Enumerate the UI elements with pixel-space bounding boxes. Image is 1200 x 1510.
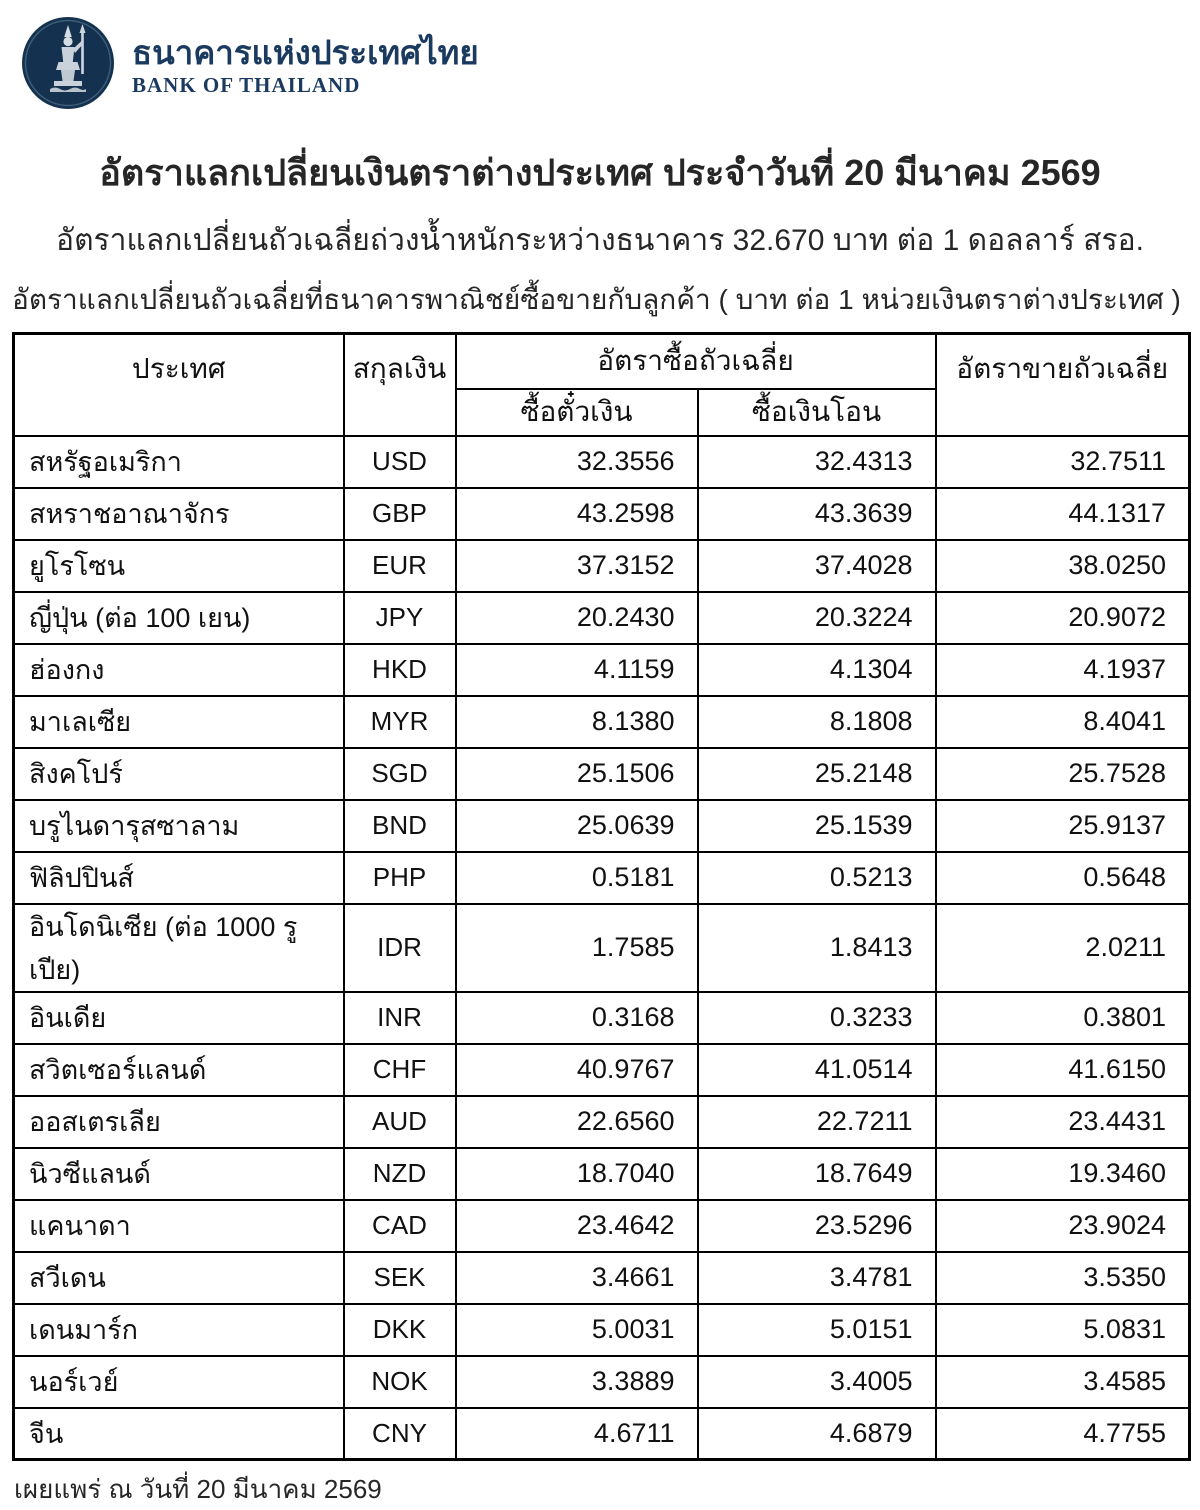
- buying-sight-cell: 32.3556: [456, 436, 698, 488]
- header-buying-transfer: ซื้อเงินโอน: [698, 389, 936, 436]
- buying-transfer-cell: 5.0151: [698, 1304, 936, 1356]
- buying-sight-cell: 8.1380: [456, 696, 698, 748]
- table-row-jpy: [14, 592, 1190, 644]
- buying-transfer-cell: 0.3233: [698, 992, 936, 1044]
- table-caption: อัตราแลกเปลี่ยนถัวเฉลี่ยที่ธนาคารพาณิชย์ซื้อขายกับลูกค้า ( บาท ต่อ 1 หน่วยเงินตราต่างประเทศ ): [12, 284, 1181, 315]
- country-cell: นอร์เวย์: [14, 1356, 344, 1408]
- interbank-rate-subtitle: อัตราแลกเปลี่ยนถัวเฉลี่ยถ่วงน้ำหนักระหว่างธนาคาร 32.670 บาท ต่อ 1 ดอลลาร์ สรอ.: [56, 224, 1144, 257]
- buying-sight-cell: 0.5181: [456, 852, 698, 904]
- currency-code-cell: DKK: [344, 1304, 456, 1356]
- buying-sight-cell: 4.6711: [456, 1408, 698, 1460]
- header-buying-average: อัตราซื้อถัวเฉลี่ย: [456, 334, 936, 389]
- country-cell: สหราชอาณาจักร: [14, 488, 344, 540]
- buying-transfer-cell: 0.5213: [698, 852, 936, 904]
- buying-sight-cell: 4.1159: [456, 644, 698, 696]
- buying-sight-cell: 3.4661: [456, 1252, 698, 1304]
- selling-cell: 3.5350: [936, 1252, 1190, 1304]
- selling-cell: 23.4431: [936, 1096, 1190, 1148]
- country-cell: สวิตเซอร์แลนด์: [14, 1044, 344, 1096]
- currency-code-cell: NZD: [344, 1148, 456, 1200]
- buying-sight-cell: 23.4642: [456, 1200, 698, 1252]
- selling-cell: 32.7511: [936, 436, 1190, 488]
- country-cell: เดนมาร์ก: [14, 1304, 344, 1356]
- country-cell: มาเลเซีย: [14, 696, 344, 748]
- table-row-php: [14, 852, 1190, 904]
- buying-transfer-cell: 23.5296: [698, 1200, 936, 1252]
- country-cell: ฟิลิปปินส์: [14, 852, 344, 904]
- currency-code-cell: IDR: [344, 904, 456, 992]
- table-row-nok: [14, 1356, 1190, 1408]
- table-row-eur: [14, 540, 1190, 592]
- buying-transfer-cell: 20.3224: [698, 592, 936, 644]
- header-currency: สกุลเงิน: [344, 334, 456, 436]
- bank-name-thai: ธนาคารแห่งประเทศไทย: [132, 33, 479, 71]
- table-row-myr: [14, 696, 1190, 748]
- currency-code-cell: NOK: [344, 1356, 456, 1408]
- buying-transfer-cell: 32.4313: [698, 436, 936, 488]
- table-row-cny: [14, 1408, 1190, 1460]
- table-row-usd: [14, 436, 1190, 488]
- table-row-sek: [14, 1252, 1190, 1304]
- currency-code-cell: JPY: [344, 592, 456, 644]
- table-row-aud: [14, 1096, 1190, 1148]
- buying-sight-cell: 3.3889: [456, 1356, 698, 1408]
- currency-code-cell: PHP: [344, 852, 456, 904]
- country-cell: สหรัฐอเมริกา: [14, 436, 344, 488]
- country-cell: อินโดนิเซีย (ต่อ 1000 รูเปีย): [14, 904, 344, 992]
- published-date-note: เผยแพร่ ณ วันที่ 20 มีนาคม 2569: [14, 1474, 382, 1504]
- currency-code-cell: SGD: [344, 748, 456, 800]
- buying-transfer-cell: 43.3639: [698, 488, 936, 540]
- country-cell: ยูโรโซน: [14, 540, 344, 592]
- table-row-dkk: [14, 1304, 1190, 1356]
- buying-transfer-cell: 4.6879: [698, 1408, 936, 1460]
- country-cell: บรูไนดารุสซาลาม: [14, 800, 344, 852]
- bank-name-block: [132, 28, 479, 99]
- currency-code-cell: INR: [344, 992, 456, 1044]
- selling-cell: 4.1937: [936, 644, 1190, 696]
- selling-cell: 38.0250: [936, 540, 1190, 592]
- currency-code-cell: SEK: [344, 1252, 456, 1304]
- table-row-chf: [14, 1044, 1190, 1096]
- country-cell: แคนาดา: [14, 1200, 344, 1252]
- currency-code-cell: CNY: [344, 1408, 456, 1460]
- country-cell: จีน: [14, 1408, 344, 1460]
- page-title: อัตราแลกเปลี่ยนเงินตราต่างประเทศ ประจำวันที่ 20 มีนาคม 2569: [99, 152, 1101, 193]
- header-selling-average: อัตราขายถัวเฉลี่ย: [936, 334, 1190, 436]
- header-buying-sight-bill: ซื้อตั๋วเงิน: [456, 389, 698, 436]
- currency-code-cell: GBP: [344, 488, 456, 540]
- selling-cell: 8.4041: [936, 696, 1190, 748]
- bank-brand-header: [0, 0, 1200, 118]
- buying-transfer-cell: 25.2148: [698, 748, 936, 800]
- currency-code-cell: MYR: [344, 696, 456, 748]
- buying-sight-cell: 5.0031: [456, 1304, 698, 1356]
- exchange-rate-table: [12, 332, 1191, 1461]
- buying-sight-cell: 25.1506: [456, 748, 698, 800]
- country-cell: ฮ่องกง: [14, 644, 344, 696]
- buying-sight-cell: 43.2598: [456, 488, 698, 540]
- currency-code-cell: BND: [344, 800, 456, 852]
- currency-code-cell: HKD: [344, 644, 456, 696]
- buying-transfer-cell: 3.4005: [698, 1356, 936, 1408]
- header-country: ประเทศ: [14, 334, 344, 436]
- buying-transfer-cell: 41.0514: [698, 1044, 936, 1096]
- buying-transfer-cell: 22.7211: [698, 1096, 936, 1148]
- currency-code-cell: CAD: [344, 1200, 456, 1252]
- selling-cell: 0.5648: [936, 852, 1190, 904]
- buying-sight-cell: 37.3152: [456, 540, 698, 592]
- country-cell: สวีเดน: [14, 1252, 344, 1304]
- selling-cell: 41.6150: [936, 1044, 1190, 1096]
- selling-cell: 20.9072: [936, 592, 1190, 644]
- buying-transfer-cell: 3.4781: [698, 1252, 936, 1304]
- table-row-cad: [14, 1200, 1190, 1252]
- buying-sight-cell: 25.0639: [456, 800, 698, 852]
- buying-transfer-cell: 1.8413: [698, 904, 936, 992]
- selling-cell: 44.1317: [936, 488, 1190, 540]
- selling-cell: 25.7528: [936, 748, 1190, 800]
- table-row-nzd: [14, 1148, 1190, 1200]
- buying-sight-cell: 40.9767: [456, 1044, 698, 1096]
- currency-code-cell: CHF: [344, 1044, 456, 1096]
- buying-transfer-cell: 18.7649: [698, 1148, 936, 1200]
- table-row-hkd: [14, 644, 1190, 696]
- currency-code-cell: EUR: [344, 540, 456, 592]
- selling-cell: 19.3460: [936, 1148, 1190, 1200]
- selling-cell: 25.9137: [936, 800, 1190, 852]
- table-row-gbp: [14, 488, 1190, 540]
- selling-cell: 4.7755: [936, 1408, 1190, 1460]
- buying-transfer-cell: 37.4028: [698, 540, 936, 592]
- currency-code-cell: AUD: [344, 1096, 456, 1148]
- buying-sight-cell: 22.6560: [456, 1096, 698, 1148]
- table-row-bnd: [14, 800, 1190, 852]
- bank-name-english: BANK OF THAILAND: [132, 73, 361, 98]
- buying-transfer-cell: 8.1808: [698, 696, 936, 748]
- buying-sight-cell: 1.7585: [456, 904, 698, 992]
- table-row-idr: [14, 904, 1190, 992]
- selling-cell: 5.0831: [936, 1304, 1190, 1356]
- selling-cell: 2.0211: [936, 904, 1190, 992]
- currency-code-cell: USD: [344, 436, 456, 488]
- buying-transfer-cell: 4.1304: [698, 644, 936, 696]
- buying-transfer-cell: 25.1539: [698, 800, 936, 852]
- selling-cell: 3.4585: [936, 1356, 1190, 1408]
- bank-of-thailand-logo-icon: [20, 15, 116, 111]
- selling-cell: 23.9024: [936, 1200, 1190, 1252]
- country-cell: ญี่ปุ่น (ต่อ 100 เยน): [14, 592, 344, 644]
- table-row-sgd: [14, 748, 1190, 800]
- country-cell: นิวซีแลนด์: [14, 1148, 344, 1200]
- buying-sight-cell: 20.2430: [456, 592, 698, 644]
- selling-cell: 0.3801: [936, 992, 1190, 1044]
- country-cell: สิงคโปร์: [14, 748, 344, 800]
- country-cell: อินเดีย: [14, 992, 344, 1044]
- buying-sight-cell: 18.7040: [456, 1148, 698, 1200]
- buying-sight-cell: 0.3168: [456, 992, 698, 1044]
- country-cell: ออสเตรเลีย: [14, 1096, 344, 1148]
- table-row-inr: [14, 992, 1190, 1044]
